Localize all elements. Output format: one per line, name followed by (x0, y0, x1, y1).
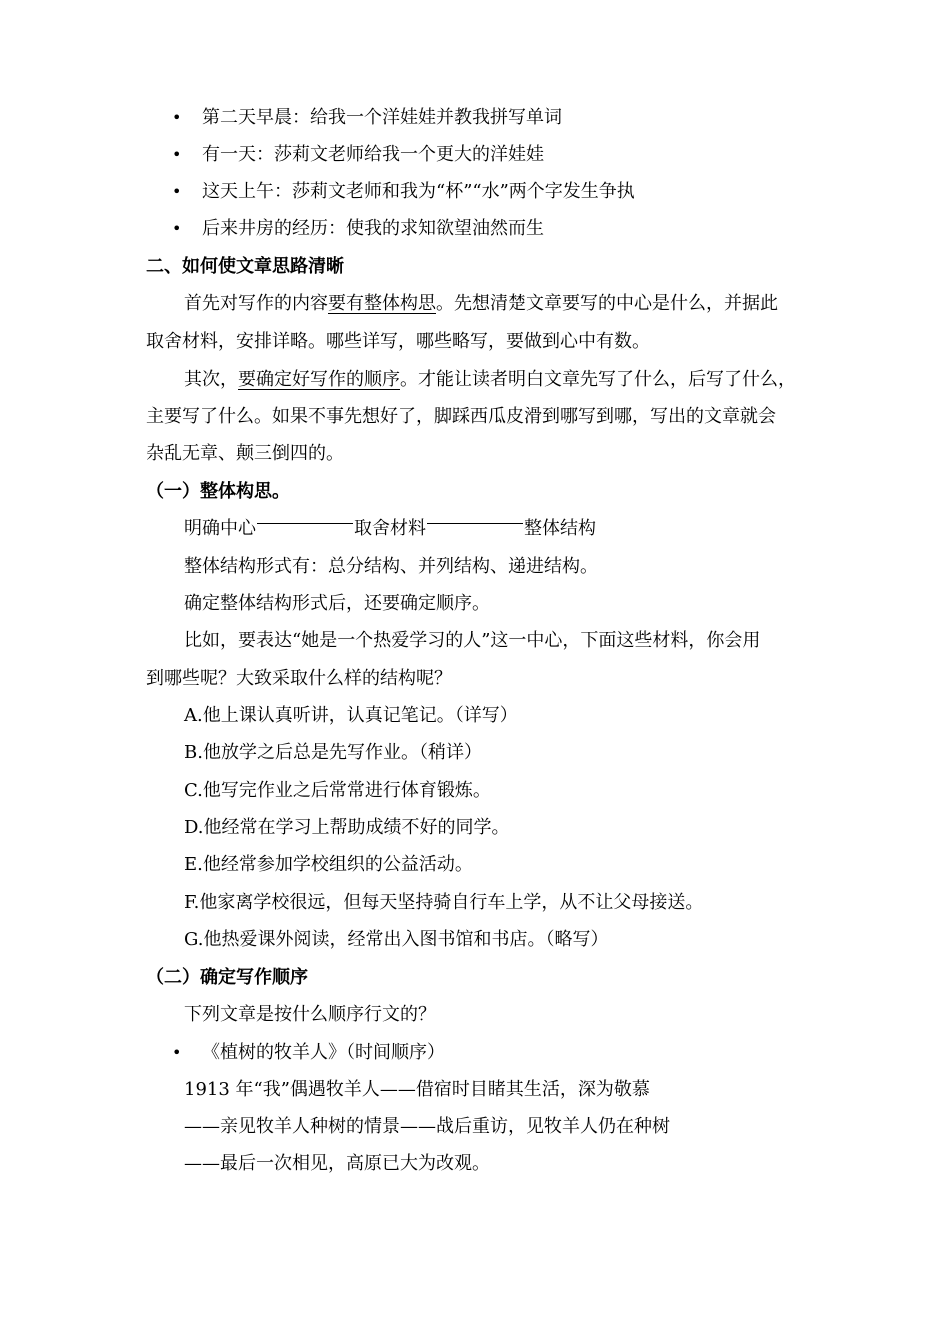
option-item: C.他写完作业之后常常进行体育锻炼。 (184, 780, 491, 801)
text: 。先想清楚文章要写的中心是什么，并据此 (436, 293, 778, 314)
paragraph-line: 杂乱无章、颠三倒四的。 (146, 443, 344, 464)
underlined-text: 要确定好写作的顺序 (238, 369, 400, 390)
text: 其次， (184, 369, 238, 390)
underlined-text: 要有整体构思 (328, 293, 436, 314)
bullet-dot: • (172, 182, 182, 201)
paragraph-line: 比如，要表达“她是一个热爱学习的人”这一中心，下面这些材料，你会用 (184, 630, 761, 651)
list-item: 后来井房的经历：使我的求知欲望油然而生 (202, 218, 544, 239)
bullet-dot: • (172, 1043, 182, 1062)
option-item: E.他经常参加学校组织的公益活动。 (184, 854, 473, 875)
flow-step: 明确中心 (184, 518, 256, 539)
list-item: 《植树的牧羊人》（时间顺序） (202, 1042, 445, 1063)
paragraph-line (184, 368, 796, 392)
list-item: 第二天早晨：给我一个洋娃娃并教我拼写单词 (202, 107, 562, 128)
bullet-dot: • (172, 145, 182, 164)
paragraph-line: 1913 年“我”偶遇牧羊人——借宿时目睹其生活，深为敬慕 (184, 1079, 650, 1100)
option-item: A.他上课认真听讲，认真记笔记。（详写） (184, 705, 518, 726)
connector-line (427, 523, 523, 524)
flow-step: 整体结构 (524, 518, 596, 539)
option-item: B.他放学之后总是先写作业。（稍详） (184, 742, 482, 763)
option-item: G.他热爱课外阅读，经常出入图书馆和书店。（略写） (184, 929, 609, 950)
paragraph-line: 下列文章是按什么顺序行文的？ (184, 1004, 436, 1025)
subsection-heading: （二）确定写作顺序 (146, 967, 308, 988)
paragraph-line: 到哪些呢？大致采取什么样的结构呢？ (146, 668, 452, 689)
paragraph-line: ——最后一次相见，高原已大为改观。 (184, 1153, 490, 1174)
paragraph-line (184, 292, 778, 316)
section-heading: 二、如何使文章思路清晰 (146, 256, 344, 277)
paragraph-line: 确定整体结构形式后，还要确定顺序。 (184, 593, 490, 614)
paragraph-line: ——亲见牧羊人种树的情景——战后重访，见牧羊人仍在种树 (184, 1116, 670, 1137)
connector-line (257, 523, 353, 524)
flow-line (184, 517, 596, 541)
paragraph-line: 整体结构形式有：总分结构、并列结构、递进结构。 (184, 556, 598, 577)
flow-step: 取舍材料 (354, 518, 426, 539)
list-item: 这天上午：莎莉文老师和我为“杯”“水”两个字发生争执 (202, 181, 635, 202)
text: 首先对写作的内容 (184, 293, 328, 314)
paragraph-line: 主要写了什么。如果不事先想好了，脚踩西瓜皮滑到哪写到哪，写出的文章就会 (146, 406, 776, 427)
option-item: F.他家离学校很远，但每天坚持骑自行车上学，从不让父母接送。 (184, 892, 704, 913)
option-item: D.他经常在学习上帮助成绩不好的同学。 (184, 817, 510, 838)
bullet-dot: • (172, 219, 182, 238)
list-item: 有一天：莎莉文老师给我一个更大的洋娃娃 (202, 144, 544, 165)
paragraph-line: 取舍材料，安排详略。哪些详写，哪些略写，要做到心中有数。 (146, 331, 650, 352)
text: 。才能让读者明白文章先写了什么，后写了什么， (400, 369, 796, 390)
bullet-dot: • (172, 108, 182, 127)
subsection-heading: （一）整体构思。 (146, 481, 290, 502)
